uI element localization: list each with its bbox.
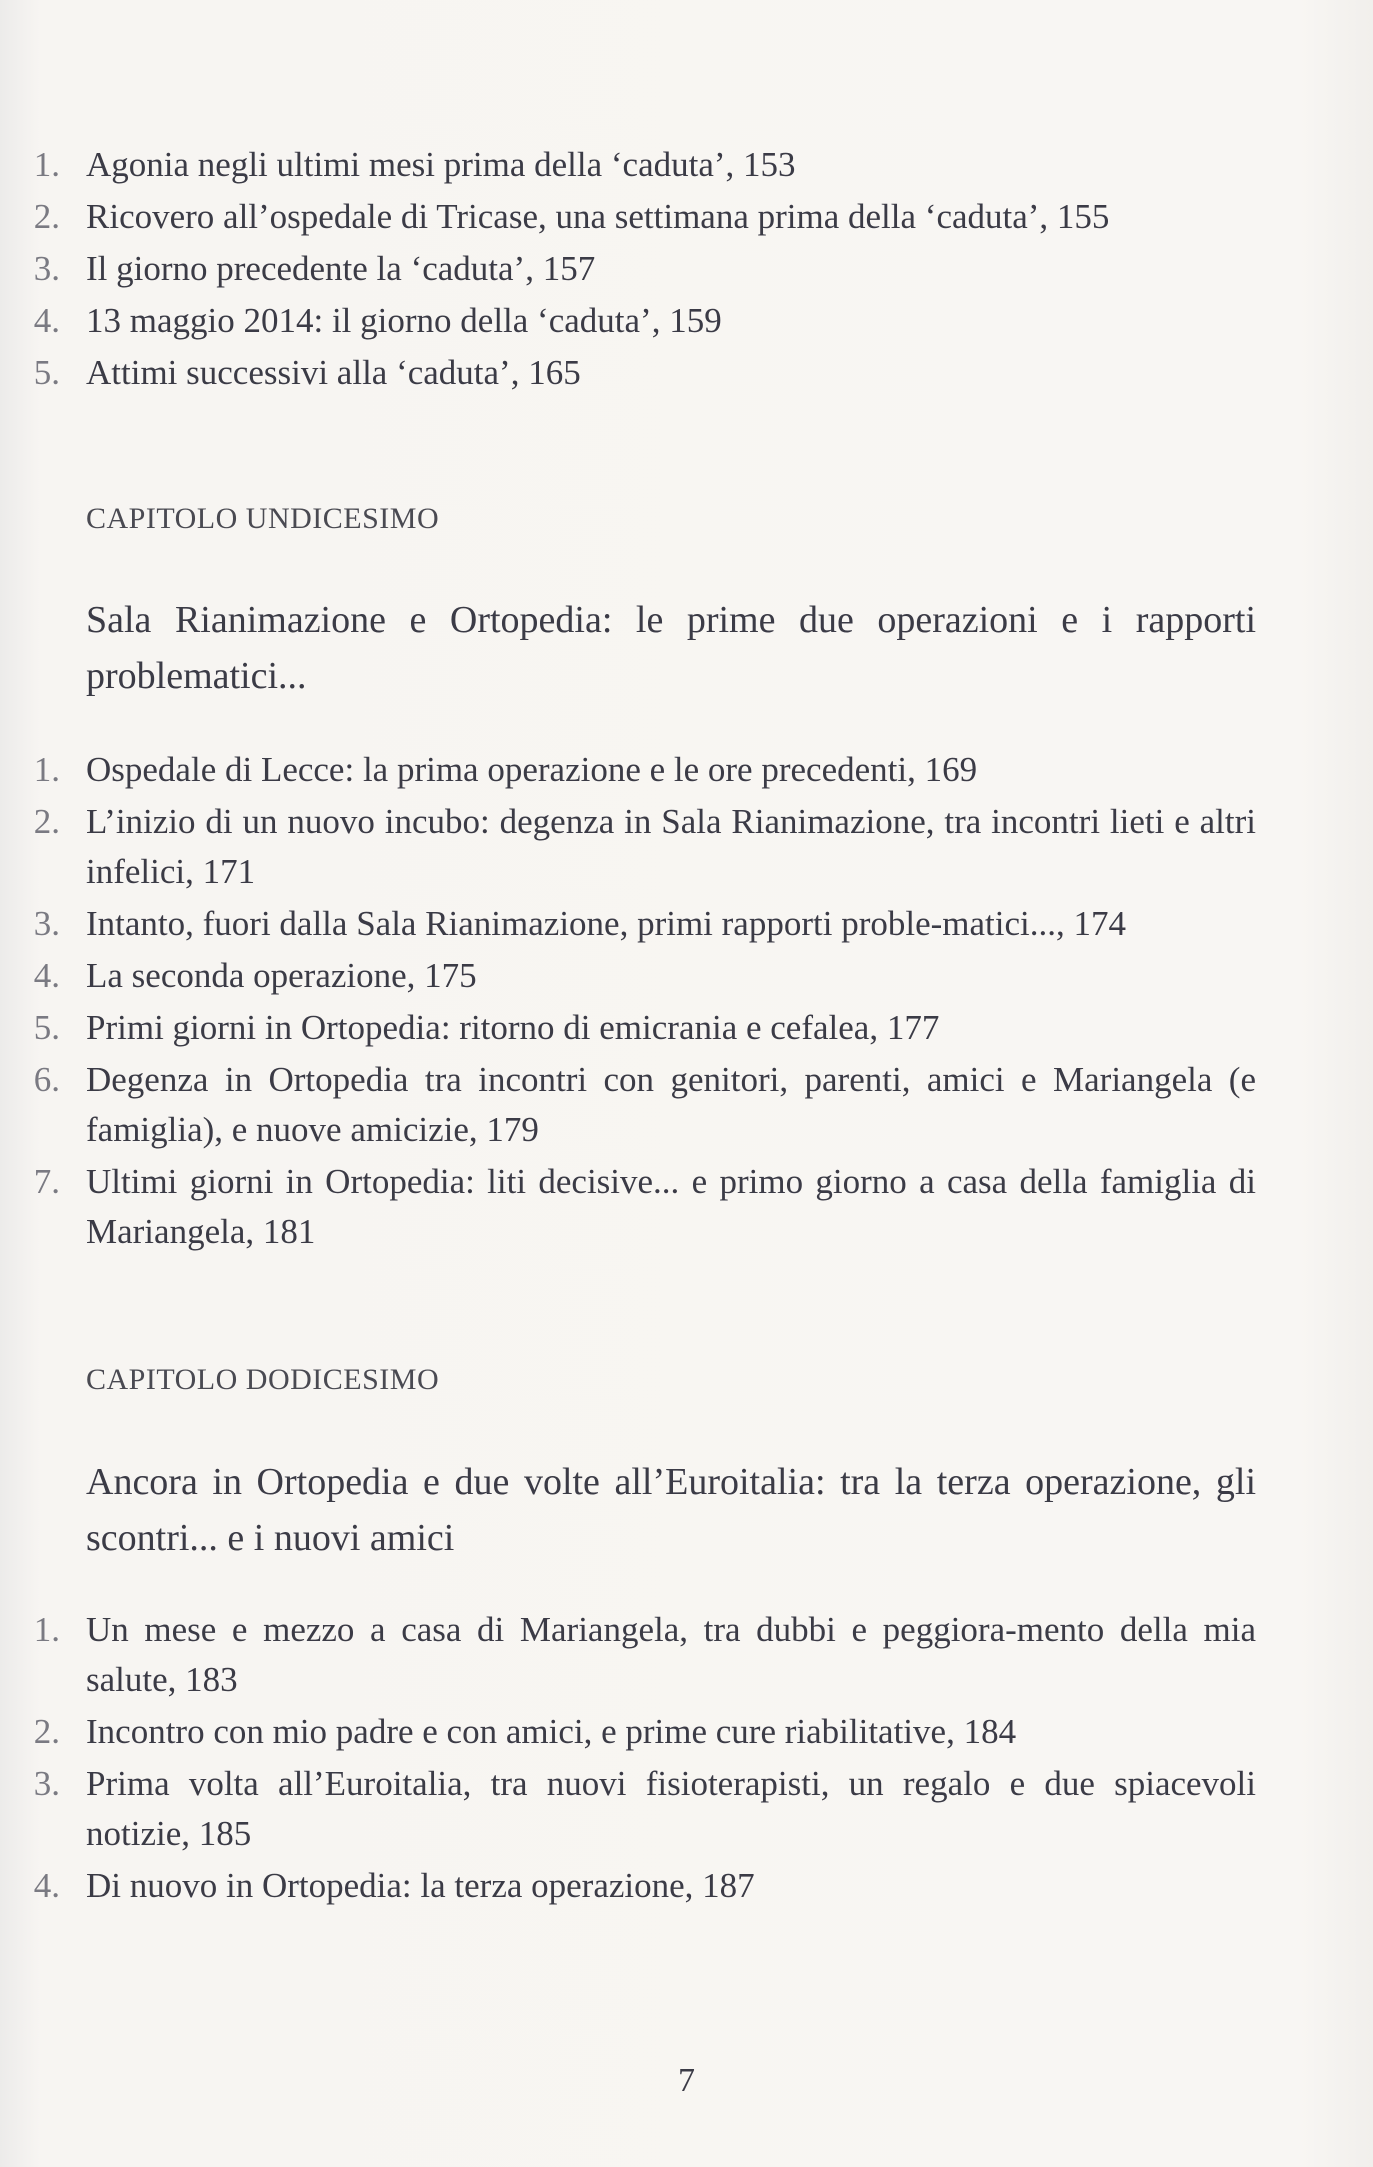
toc-entry (33, 1605, 1256, 1705)
toc-entry (33, 745, 1256, 795)
entry-text: Ospedale di Lecce: la prima operazione e le ore precedenti, 169 (86, 750, 978, 789)
entry-number: 1. (33, 145, 60, 184)
entry-text: Ultimi giorni in Ortopedia: liti decisive... e primo giorno a casa della famiglia di Mariangela, 181 (86, 1162, 1256, 1251)
chapter-label: CAPITOLO DODICESIMO (86, 1363, 440, 1396)
entry-number: 4. (33, 1866, 60, 1905)
entry-text: Di nuovo in Ortopedia: la terza operazione, 187 (86, 1866, 755, 1905)
entry-number: 1. (33, 750, 60, 789)
page-number: 7 (678, 2062, 695, 2099)
chapter-12-heading (86, 1454, 1256, 1566)
toc-entry (33, 797, 1256, 897)
entry-text: Incontro con mio padre e con amici, e prime cure riabilitative, 184 (86, 1712, 1017, 1751)
chapter-title: Ancora in Ortopedia e due volte all’Euroitalia: tra la terza operazione, gli scontri... e i nuovi amici (86, 1461, 1256, 1559)
entry-number: 3. (33, 249, 60, 288)
toc-entry (33, 244, 1256, 294)
entry-number: 5. (33, 1008, 60, 1047)
entry-text: Intanto, fuori dalla Sala Rianimazione, primi rapporti proble-matici..., 174 (86, 904, 1126, 943)
toc-entry (33, 1003, 1256, 1053)
entry-text: Agonia negli ultimi mesi prima della ‘caduta’, 153 (86, 145, 796, 184)
toc-entry (33, 140, 1256, 190)
entry-number: 2. (33, 197, 60, 236)
chapter-label: CAPITOLO UNDICESIMO (86, 502, 440, 535)
toc-entry (33, 899, 1256, 949)
toc-entry (33, 1055, 1256, 1155)
entry-number: 4. (33, 301, 60, 340)
entry-text: Primi giorni in Ortopedia: ritorno di emicrania e cefalea, 177 (86, 1008, 940, 1047)
toc-entry (33, 1157, 1256, 1257)
chapter-11-entries (33, 745, 1256, 1257)
entry-text: Prima volta all’Euroitalia, tra nuovi fisioterapisti, un regalo e due spiacevoli notizie, 185 (86, 1764, 1256, 1853)
entry-text: L’inizio di un nuovo incubo: degenza in Sala Rianimazione, tra incontri lieti e altri infelici, 171 (86, 802, 1256, 891)
toc-entry (33, 348, 1256, 398)
toc-entry (33, 1759, 1256, 1859)
entry-text: Ricovero all’ospedale di Tricase, una settimana prima della ‘caduta’, 155 (86, 197, 1110, 236)
entry-number: 3. (33, 904, 60, 943)
chapter-11 (86, 502, 1256, 536)
chapter-title: Sala Rianimazione e Ortopedia: le prime due operazioni e i rapporti problematici... (86, 599, 1256, 697)
toc-entry (33, 1707, 1256, 1757)
entry-text: Attimi successivi alla ‘caduta’, 165 (86, 353, 581, 392)
entry-text: Un mese e mezzo a casa di Mariangela, tra dubbi e peggiora-mento della mia salute, 183 (86, 1610, 1256, 1699)
entry-text: Il giorno precedente la ‘caduta’, 157 (86, 249, 596, 288)
entry-text: Degenza in Ortopedia tra incontri con genitori, parenti, amici e Mariangela (e famiglia), e nuove amicizie, 179 (86, 1060, 1256, 1149)
entry-number: 6. (33, 1060, 60, 1099)
chapter-12 (86, 1363, 1256, 1397)
entry-number: 3. (33, 1764, 60, 1803)
toc-entry (33, 951, 1256, 1001)
toc-section-top (33, 140, 1256, 398)
entry-number: 7. (33, 1162, 60, 1201)
entry-text: La seconda operazione, 175 (86, 956, 477, 995)
entry-text: 13 maggio 2014: il giorno della ‘caduta’, 159 (86, 301, 722, 340)
chapter-11-heading (86, 592, 1256, 704)
toc-entry (33, 192, 1256, 242)
entry-number: 2. (33, 1712, 60, 1751)
toc-entry (33, 296, 1256, 346)
entry-number: 5. (33, 353, 60, 392)
entry-number: 4. (33, 956, 60, 995)
entry-number: 1. (33, 1610, 60, 1649)
entry-number: 2. (33, 802, 60, 841)
chapter-12-entries (33, 1605, 1256, 1911)
toc-entry (33, 1861, 1256, 1911)
